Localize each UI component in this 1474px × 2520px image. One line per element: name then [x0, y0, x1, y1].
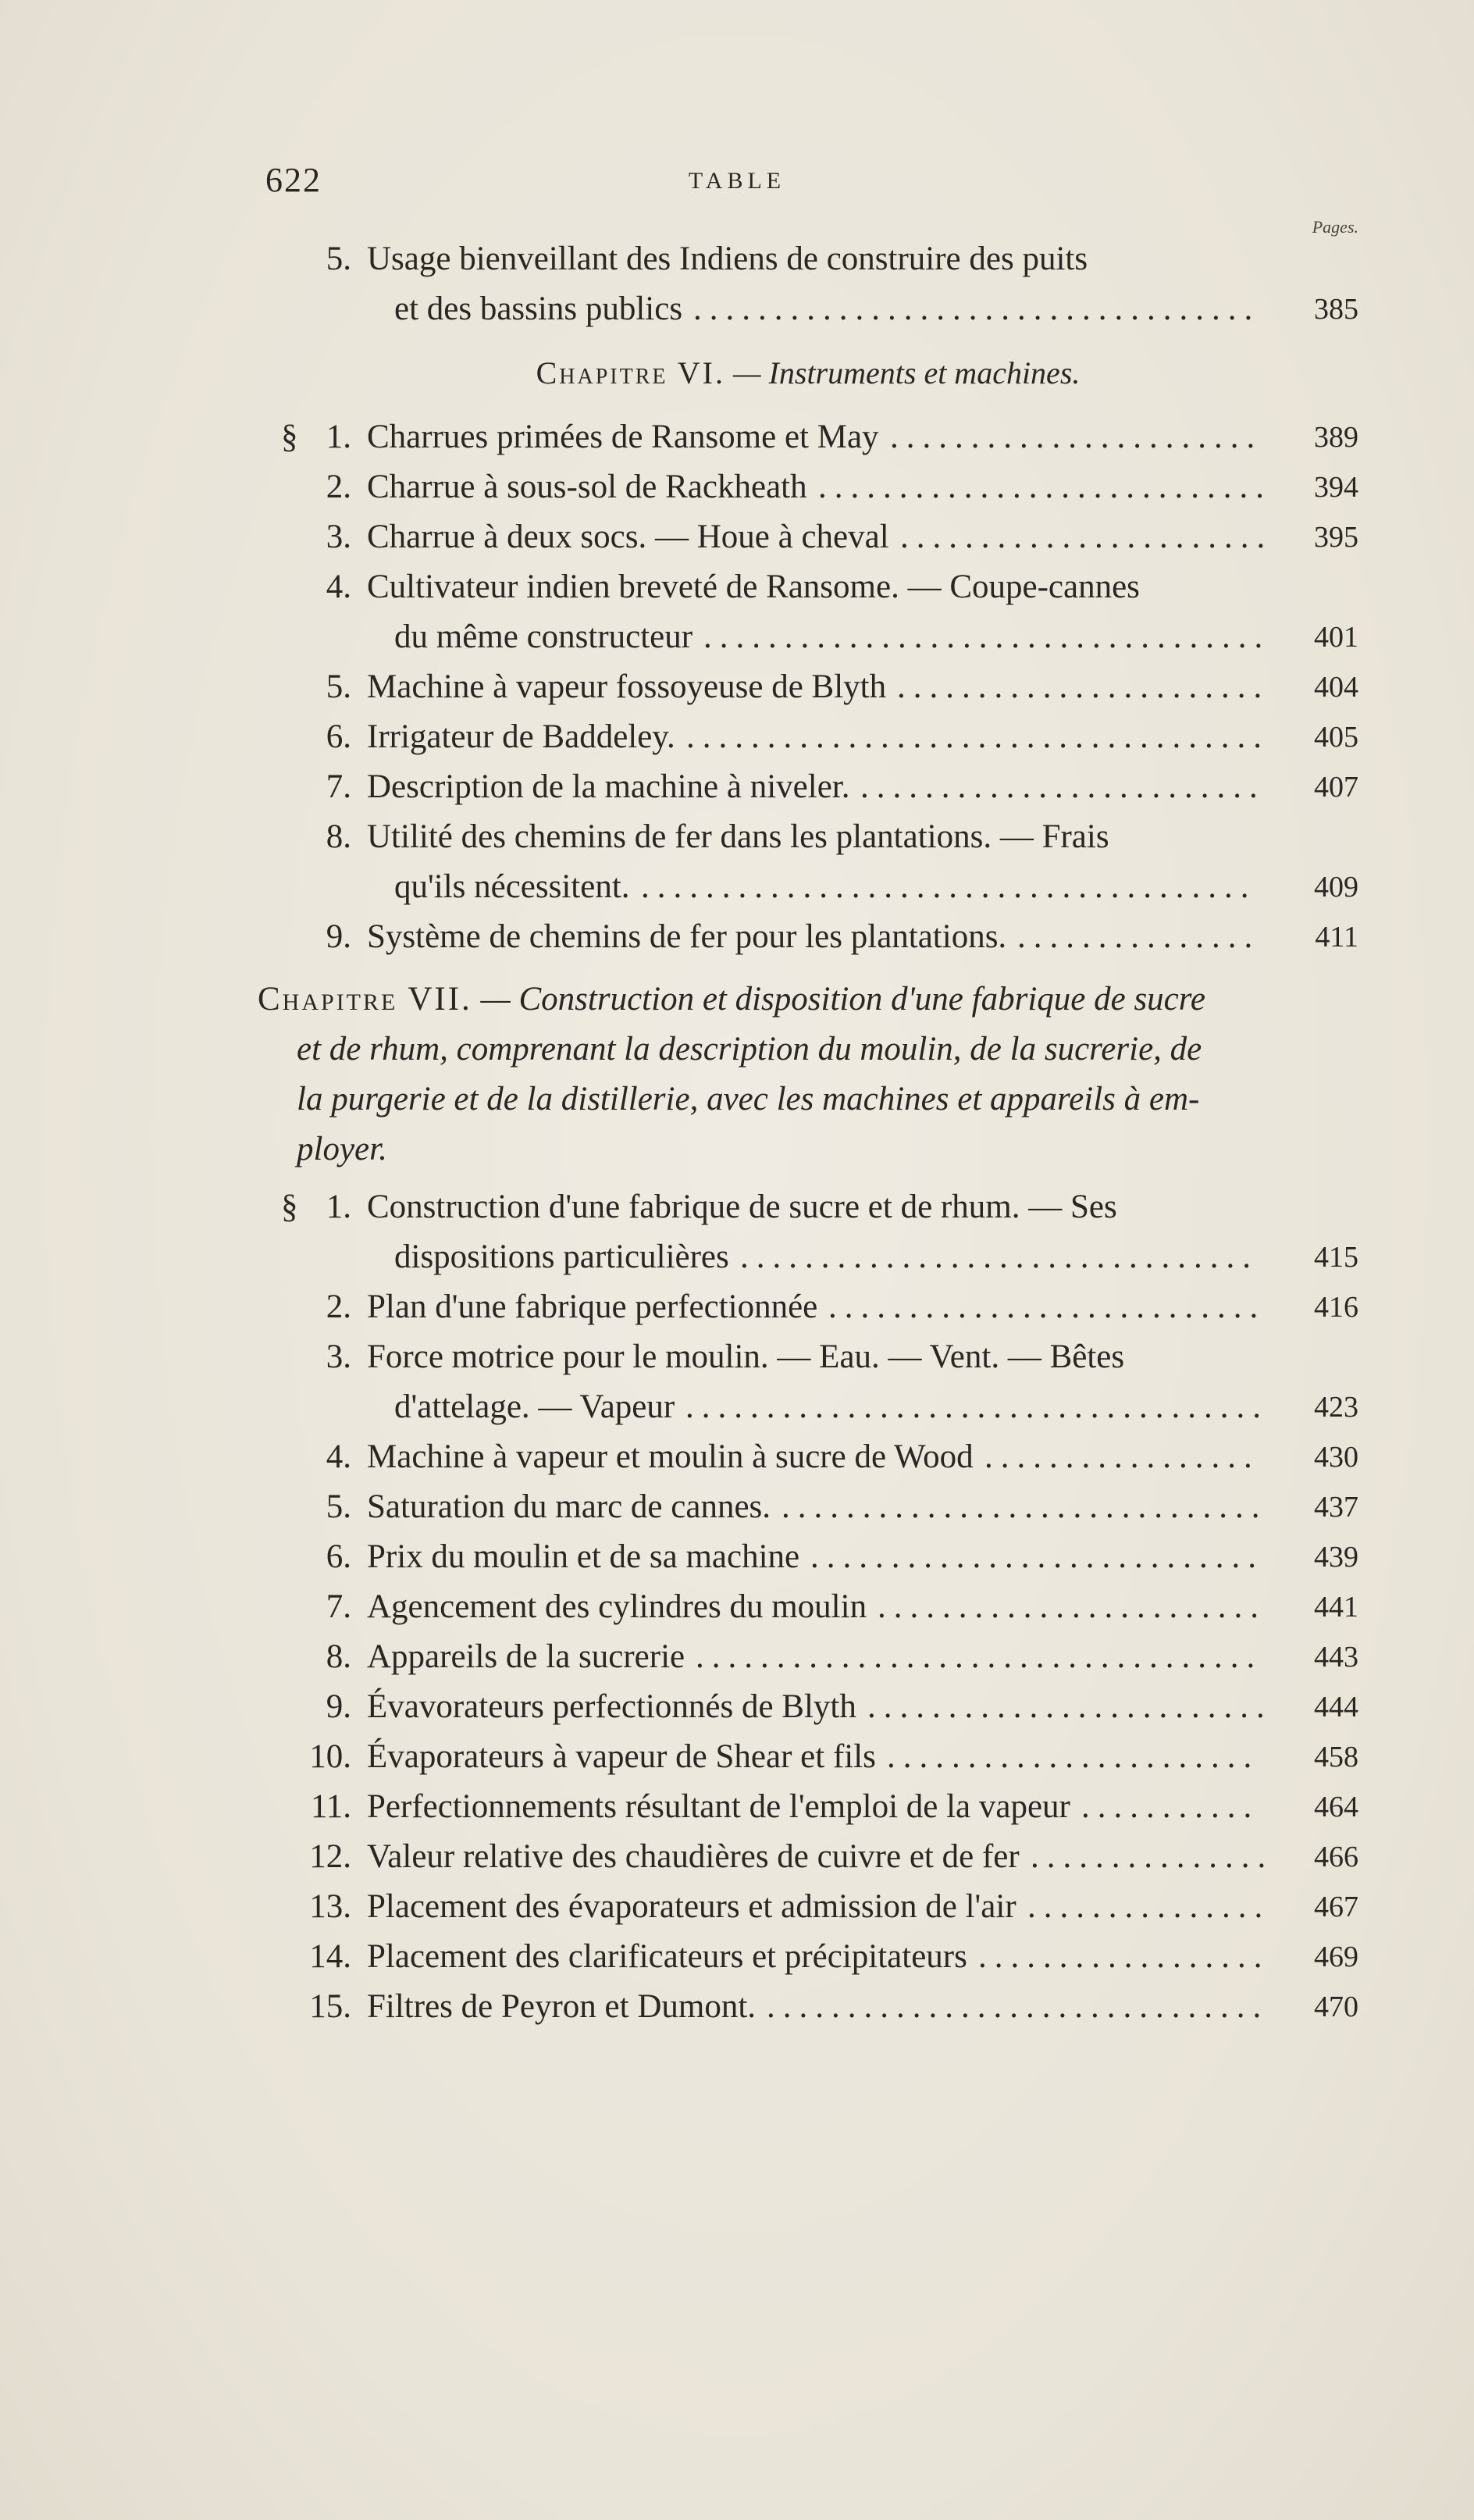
- leader-dots: ............................: [818, 469, 1272, 505]
- entry-text: Construction d'une fabrique de sucre et de rhum. — Ses: [367, 1189, 1117, 1225]
- entry-page: 430: [1314, 1441, 1358, 1474]
- entry-text: d'attelage. — Vapeur: [394, 1388, 675, 1425]
- toc-entry-line: [258, 512, 1358, 562]
- section-sign: §: [281, 419, 298, 455]
- entry-page: 407: [1314, 771, 1358, 804]
- entry-text: Évaporateurs à vapeur de Shear et fils: [367, 1738, 876, 1775]
- leader-dots: ...........................: [828, 1289, 1266, 1325]
- entry-page: 395: [1314, 521, 1358, 554]
- entry-text: Perfectionnements résultant de l'emploi de la vapeur: [367, 1788, 1070, 1825]
- entry-number: 9.: [326, 1688, 351, 1725]
- entry-text: Force motrice pour le moulin. — Eau. — Vent. — Bêtes: [367, 1338, 1125, 1375]
- entry-text: Saturation du marc de cannes.: [367, 1488, 771, 1525]
- toc-entry-line: [258, 1482, 1358, 1532]
- entry-page: 411: [1315, 921, 1358, 953]
- toc-entry-line: [258, 1982, 1358, 2032]
- entry-text: Valeur relative des chaudières de cuivre et de fer: [367, 1838, 1020, 1875]
- entry-number: 5.: [326, 1488, 351, 1525]
- entry-text: Utilité des chemins de fer dans les plantations. — Frais: [367, 818, 1109, 855]
- entry-page: 405: [1314, 721, 1358, 754]
- chapter-7-heading: [258, 975, 1358, 1174]
- entry-number: 4.: [326, 569, 351, 605]
- toc-entry-line: [258, 1432, 1358, 1482]
- entry-page: 409: [1314, 871, 1358, 904]
- entry-text: Charrue à deux socs. — Houe à cheval: [367, 519, 889, 555]
- leader-dots: ..................: [978, 1938, 1270, 1975]
- running-title: TABLE: [688, 168, 786, 194]
- leader-dots: ...................................: [696, 1638, 1263, 1675]
- entry-text: Charrues primées de Ransome et May: [367, 419, 879, 455]
- leader-dots: ...............: [1027, 1888, 1271, 1925]
- toc-entry-line: [258, 1532, 1358, 1582]
- entry-text: Description de la machine à niveler.: [367, 768, 850, 805]
- entry-page: 415: [1314, 1241, 1358, 1274]
- toc-entry-line: [258, 462, 1358, 512]
- toc-entry-line: [258, 662, 1358, 712]
- entry-number: 5.: [326, 241, 351, 277]
- leader-dots: ....................................: [685, 1388, 1269, 1425]
- entry-page: 404: [1314, 671, 1358, 704]
- entry-number: 3.: [326, 1338, 351, 1375]
- entry-text: Machine à vapeur et moulin à sucre de Wood: [367, 1438, 974, 1475]
- chapter-7-title-line-4: ployer.: [297, 1131, 387, 1167]
- entry-number: 12.: [309, 1838, 351, 1875]
- table-of-contents: [258, 234, 1358, 2032]
- toc-entry-line: [258, 562, 1358, 612]
- section-sign: §: [281, 1189, 298, 1225]
- entry-number: 3.: [326, 519, 351, 555]
- entry-number: 2.: [326, 469, 351, 505]
- leader-dots: .......................: [887, 1738, 1260, 1775]
- entry-page: 394: [1314, 471, 1358, 504]
- toc-entry-line: [258, 1632, 1358, 1682]
- chapter-7-title-line-1: — Construction et disposition d'une fabrique de sucre: [480, 981, 1205, 1018]
- page-number: 622: [265, 161, 322, 199]
- entry-text: dispositions particulières: [394, 1239, 729, 1275]
- toc-entry-line: [258, 234, 1358, 284]
- toc-entry-line: [258, 1732, 1358, 1782]
- toc-entry-line: [258, 1232, 1358, 1282]
- entry-text: Irrigateur de Baddeley.: [367, 718, 675, 755]
- toc-entry-line: [258, 862, 1358, 912]
- entry-number: 6.: [326, 718, 351, 755]
- toc-entry-line: [258, 812, 1358, 862]
- entry-page: 439: [1314, 1541, 1358, 1574]
- entry-number: 9.: [326, 918, 351, 955]
- entry-text: qu'ils nécessitent.: [394, 868, 630, 905]
- leader-dots: ........................: [878, 1588, 1266, 1625]
- toc-entry-line: [258, 1932, 1358, 1982]
- entry-page: 444: [1314, 1691, 1358, 1723]
- entry-text: Évavorateurs perfectionnés de Blyth: [367, 1688, 856, 1725]
- chapter-6-heading: [258, 334, 1358, 412]
- entry-number: 1.: [326, 419, 351, 455]
- entry-number: 10.: [309, 1738, 351, 1775]
- entry-text: Système de chemins de fer pour les plantations.: [367, 918, 1007, 955]
- entry-number: 4.: [326, 1438, 351, 1475]
- entry-page: 437: [1314, 1491, 1358, 1524]
- leader-dots: .......................: [897, 668, 1270, 705]
- entry-number: 11.: [310, 1788, 351, 1825]
- entry-page: 458: [1314, 1741, 1358, 1773]
- leader-dots: .........................: [867, 1688, 1273, 1725]
- entries-group-a: [258, 234, 1358, 334]
- leader-dots: .........................: [860, 768, 1266, 805]
- entry-page: 423: [1314, 1391, 1358, 1424]
- entry-text: Plan d'une fabrique perfectionnée: [367, 1289, 818, 1325]
- leader-dots: ....................................: [686, 718, 1269, 755]
- entry-text: Placement des évaporateurs et admission de l'air: [367, 1888, 1016, 1925]
- entry-text: Prix du moulin et de sa machine: [367, 1538, 800, 1575]
- entry-text: Charrue à sous-sol de Rackheath: [367, 469, 807, 505]
- entry-text: Appareils de la sucrerie: [367, 1638, 685, 1675]
- toc-entry-line: [258, 1182, 1358, 1232]
- entry-text: Cultivateur indien breveté de Ransome. — Coupe-cannes: [367, 569, 1140, 605]
- entry-page: 467: [1314, 1891, 1358, 1923]
- entry-number: 1.: [326, 1189, 351, 1225]
- entry-page: 416: [1314, 1291, 1358, 1324]
- leader-dots: ...............: [1017, 918, 1261, 955]
- entry-text: Agencement des cylindres du moulin: [367, 1588, 867, 1625]
- toc-entry-line: [258, 612, 1358, 662]
- leader-dots: ............................: [810, 1538, 1264, 1575]
- leader-dots: ..............................: [782, 1488, 1268, 1525]
- entry-number: 7.: [326, 768, 351, 805]
- toc-entry-line: [258, 912, 1358, 962]
- entry-number: 7.: [326, 1588, 351, 1625]
- toc-entry-line: [258, 762, 1358, 812]
- leader-dots: ...............................: [767, 1988, 1269, 2025]
- leader-dots: ...............: [1031, 1838, 1274, 1875]
- chapter-6-label: Chapitre VI.: [536, 355, 725, 390]
- toc-entry-line: [258, 712, 1358, 762]
- entry-page: 389: [1314, 421, 1358, 454]
- toc-entry-line: [258, 1882, 1358, 1932]
- entry-page: 401: [1314, 621, 1358, 654]
- entry-text: Usage bienveillant des Indiens de construire des puits: [367, 241, 1088, 277]
- entry-page: 441: [1314, 1591, 1358, 1624]
- leader-dots: ...................................: [693, 290, 1261, 327]
- entries-group-c: [258, 1182, 1358, 2032]
- chapter-7-title-line-3: la purgerie et de la distillerie, avec les machines et appareils à em-: [297, 1081, 1200, 1117]
- leader-dots: ...................................: [703, 618, 1271, 655]
- toc-entry-line: [258, 412, 1358, 462]
- entry-page: 466: [1314, 1841, 1358, 1873]
- chapter-7-title-line-2: et de rhum, comprenant la description du moulin, de la sucrerie, de: [297, 1031, 1202, 1068]
- leader-dots: .......................: [890, 419, 1263, 455]
- entry-number: 5.: [326, 668, 351, 705]
- toc-entry-line: [258, 1282, 1358, 1332]
- leader-dots: ......................................: [641, 868, 1257, 905]
- page-header: [0, 160, 1474, 207]
- entry-page: 469: [1314, 1941, 1358, 1973]
- entry-text: Filtres de Peyron et Dumont.: [367, 1988, 757, 2025]
- toc-entry-line: [258, 1382, 1358, 1432]
- entry-number: 15.: [309, 1988, 351, 2025]
- entry-number: 8.: [326, 1638, 351, 1675]
- entry-page: 464: [1314, 1791, 1358, 1823]
- entry-text: Machine à vapeur fossoyeuse de Blyth: [367, 668, 887, 705]
- entry-text: du même constructeur: [394, 618, 693, 655]
- leader-dots: ................................: [740, 1239, 1259, 1275]
- entry-page: 470: [1314, 1991, 1358, 2023]
- toc-entry-line: [258, 284, 1358, 334]
- leader-dots: ...........: [1081, 1788, 1260, 1825]
- entries-group-b: [258, 412, 1358, 962]
- leader-dots: .......................: [900, 519, 1273, 555]
- entry-page: 443: [1314, 1641, 1358, 1673]
- entry-text: Placement des clarificateurs et précipitateurs: [367, 1938, 967, 1975]
- entry-number: 8.: [326, 818, 351, 855]
- toc-entry-line: [258, 1332, 1358, 1382]
- pages-column-label: Pages.: [1312, 217, 1358, 237]
- entry-text: et des bassins publics: [394, 290, 683, 327]
- entry-number: 14.: [309, 1938, 351, 1975]
- chapter-7-label: Chapitre VII.: [258, 981, 472, 1018]
- toc-entry-line: [258, 1582, 1358, 1632]
- entry-page: 385: [1314, 293, 1358, 326]
- leader-dots: .................: [984, 1438, 1260, 1475]
- toc-entry-line: [258, 1782, 1358, 1832]
- entry-number: 13.: [309, 1888, 351, 1925]
- entry-number: 6.: [326, 1538, 351, 1575]
- chapter-6-title: — Instruments et machines.: [732, 355, 1081, 390]
- entry-number: 2.: [326, 1289, 351, 1325]
- toc-entry-line: [258, 1832, 1358, 1882]
- toc-entry-line: [258, 1682, 1358, 1732]
